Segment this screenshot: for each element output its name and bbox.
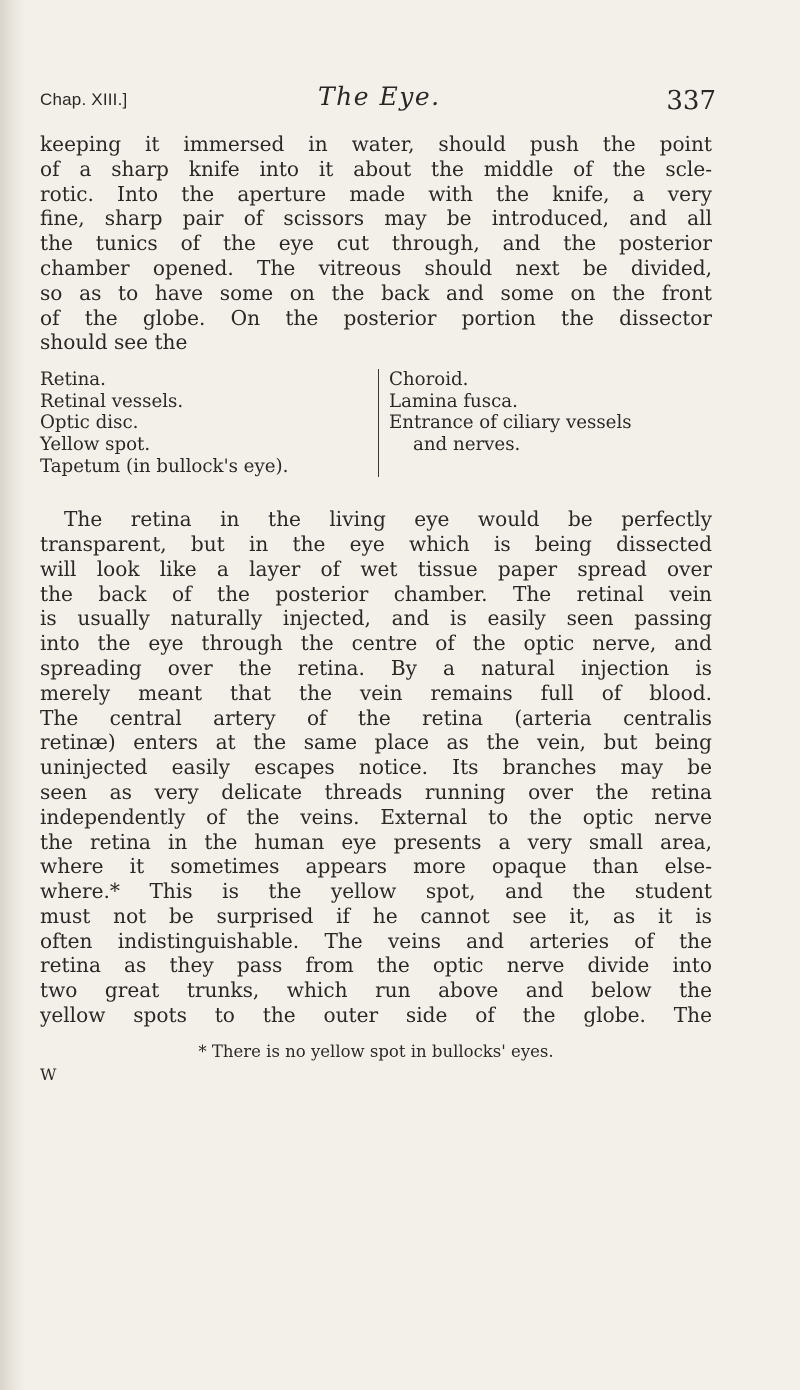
text-line: independently of the veins. External to the optic nerve [40, 804, 712, 829]
text-line: yellow spots to the outer side of the globe. The [40, 1003, 712, 1028]
signature-mark: W [40, 1064, 58, 1084]
text-line: so as to have some on the back and some on the front [40, 280, 712, 305]
list-item: Lamina fusca. [389, 390, 518, 412]
running-title: The Eye. [318, 82, 441, 111]
list-item: Entrance of ciliary vessels [389, 412, 632, 434]
text-line: fine, sharp pair of scissors may be introduced, and all [40, 206, 712, 231]
structures-list-left [40, 369, 379, 477]
text-line: seen as very delicate threads running over the retina [40, 779, 712, 804]
book-page [40, 82, 716, 1084]
text-line: where it sometimes appears more opaque than else- [40, 854, 712, 879]
text-line: the back of the posterior chamber. The retinal vein [40, 581, 712, 606]
chapter-label: Chap. XIII.] [40, 90, 128, 109]
text-line: rotic. Into the aperture made with the knife, a very [40, 181, 712, 206]
text-line: will look like a layer of wet tissue paper spread over [40, 556, 712, 581]
list-item: Tapetum (in bullock's eye). [40, 455, 289, 477]
text-line: The central artery of the retina (arteria centralis [40, 705, 712, 730]
text-line: retina as they pass from the optic nerve divide into [40, 953, 712, 978]
text-line: should see the [40, 330, 188, 355]
text-line: spreading over the retina. By a natural injection is [40, 655, 712, 680]
text-line: is usually naturally injected, and is easily seen passing [40, 606, 712, 631]
page-number: 337 [666, 86, 716, 116]
text-line: often indistinguishable. The veins and arteries of the [40, 928, 712, 953]
structures-list-right [379, 369, 632, 477]
list-item: Choroid. [389, 369, 469, 391]
list-item: Retinal vessels. [40, 390, 184, 412]
page-gutter-shadow [0, 0, 26, 1390]
text-line: the retina in the human eye presents a very small area, [40, 829, 712, 854]
text-line: The retina in the living eye would be perfectly [64, 507, 712, 532]
text-line: retinæ) enters at the same place as the vein, but being [40, 730, 712, 755]
text-line: into the eye through the centre of the optic nerve, and [40, 631, 712, 656]
list-item: Optic disc. [40, 412, 139, 434]
text-line: uninjected easily escapes notice. Its branches may be [40, 755, 712, 780]
text-line: chamber opened. The vitreous should next be divided, [40, 255, 712, 280]
paragraph-1 [40, 132, 712, 355]
running-header [40, 82, 716, 122]
paragraph-2 [40, 507, 712, 1028]
text-line: must not be surprised if he cannot see it, as it is [40, 903, 712, 928]
structures-lists [40, 369, 712, 477]
footnote: * There is no yellow spot in bullocks' eyes. [198, 1041, 554, 1061]
text-line: of the globe. On the posterior portion the dissector [40, 305, 712, 330]
list-item: Yellow spot. [40, 433, 151, 455]
text-line: the tunics of the eye cut through, and the posterior [40, 231, 712, 256]
text-line: of a sharp knife into it about the middle of the scle- [40, 156, 712, 181]
text-line: where.* This is the yellow spot, and the student [40, 879, 712, 904]
list-item: Retina. [40, 369, 106, 391]
text-line: two great trunks, which run above and below the [40, 978, 712, 1003]
text-line: transparent, but in the eye which is being dissected [40, 531, 712, 556]
text-line: merely meant that the vein remains full of blood. [40, 680, 712, 705]
text-line: keeping it immersed in water, should push the point [40, 132, 712, 156]
list-item: and nerves. [413, 433, 521, 455]
